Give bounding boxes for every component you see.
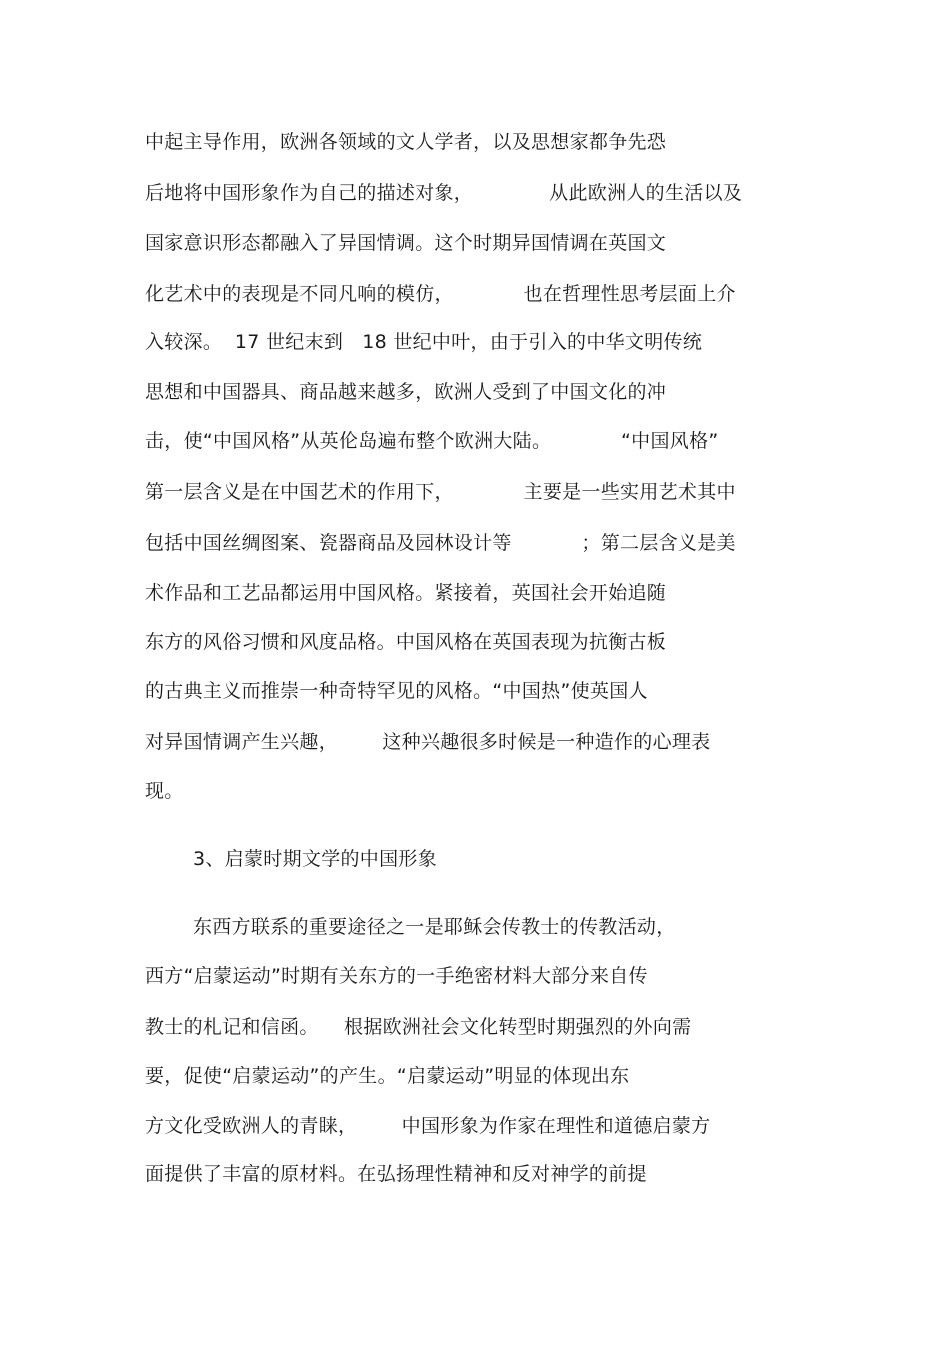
text-line: 术作品和工艺品都运用中国风格。紧接着，英国社会开始追随	[145, 582, 667, 604]
text-line: 现。	[145, 780, 184, 802]
text-line: 东西方联系的重要途径之一是耶稣会传教士的传教活动，	[193, 916, 676, 938]
text-line: 的古典主义而推崇一种奇特罕见的风格。“中国热”使英国人	[145, 680, 648, 702]
text-line: 对异国情调产生兴趣， 这种兴趣很多时候是一种造作的心理表	[145, 731, 711, 753]
section-heading: 3、启蒙时期文学的中国形象	[193, 848, 437, 870]
text-line: 教士的札记和信函。 根据欧洲社会文化转型时期强烈的外向需	[145, 1016, 692, 1038]
text-line: 西方“启蒙运动”时期有关东方的一手绝密材料大部分来自传	[145, 965, 648, 987]
text-line: 中起主导作用，欧洲各领域的文人学者，以及思想家都争先恐	[145, 131, 667, 153]
text-line: 面提供了丰富的原材料。在弘扬理性精神和反对神学的前提	[145, 1163, 647, 1185]
text-line: 思想和中国器具、商品越来越多，欧洲人受到了中国文化的冲	[145, 381, 667, 403]
text-line: 化艺术中的表现是不同凡响的模仿， 也在哲理性思考层面上介	[145, 283, 736, 305]
text-line: 击，使“中国风格”从英伦岛遍布整个欧洲大陆。 “中国风格”	[145, 430, 719, 452]
text-line: 包括中国丝绸图案、瓷器商品及园林设计等 ；第二层含义是美	[145, 532, 736, 554]
text-line: 方文化受欧洲人的青睐， 中国形象为作家在理性和道德启蒙方	[145, 1115, 711, 1137]
text-line: 要，促使“启蒙运动”的产生。“启蒙运动”明显的体现出东	[145, 1065, 630, 1087]
text-line: 东方的风俗习惯和风度品格。中国风格在英国表现为抗衡古板	[145, 631, 667, 653]
text-line: 入较深。 17 世纪末到 18 世纪中叶，由于引入的中华文明传统	[145, 331, 703, 353]
text-line: 后地将中国形象作为自己的描述对象， 从此欧洲人的生活以及	[145, 182, 743, 204]
text-line: 第一层含义是在中国艺术的作用下， 主要是一些实用艺术其中	[145, 481, 736, 503]
text-line: 国家意识形态都融入了异国情调。这个时期异国情调在英国文	[145, 232, 667, 254]
